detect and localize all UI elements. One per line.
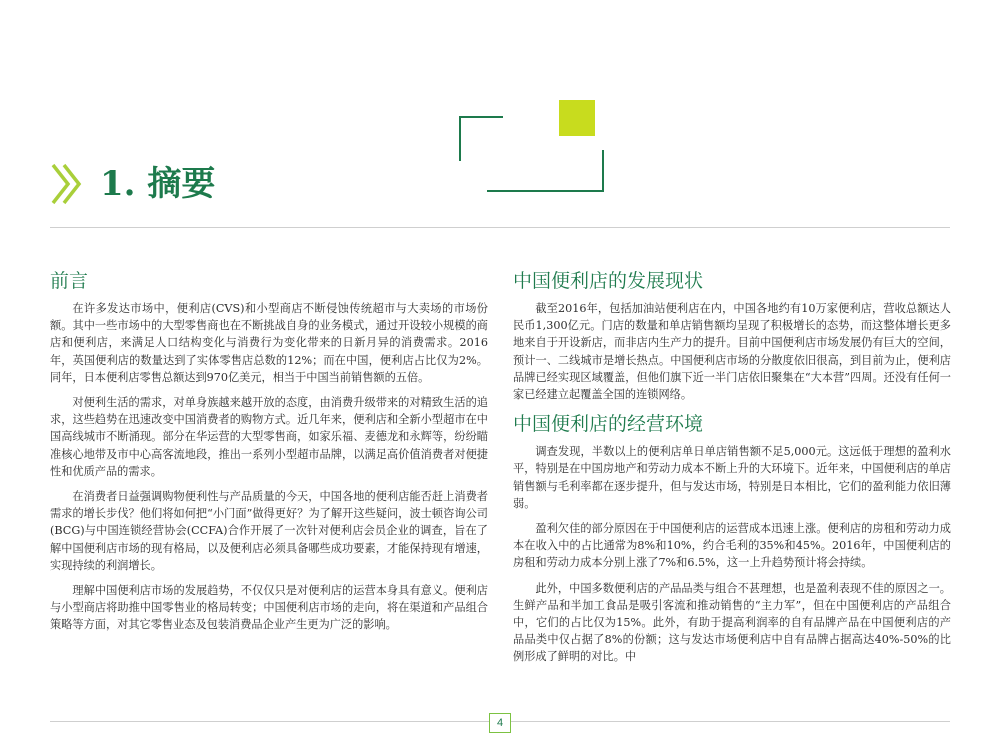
page-number: 4 xyxy=(489,713,511,733)
right-column xyxy=(513,268,951,674)
top-divider xyxy=(50,227,950,228)
heading-development-status: 中国便利店的发展现状 xyxy=(513,270,704,292)
paragraph: 盈利欠佳的部分原因在于中国便利店的运营成本迅速上涨。便利店的房租和劳动力成本在收入中的占比通常为8%和10%，约合毛利的35%和45%。2016年，中国便利店的房租和劳动力成本分别上涨了7%和6.5%，这一上升趋势预计将会持续。 xyxy=(513,522,951,570)
decorative-frame-graphic xyxy=(455,95,615,195)
paragraph: 在许多发达市场中，便利店(CVS)和小型商店不断侵蚀传统超市与大卖场的市场份额。其中一些市场中的大型零售商也在不断挑战自身的业务模式，通过开设较小规模的商店和便利店，来满足人口结构变化与消费行为变化带来的日新月异的消费需求。2016年，英国便利店的数量达到了实体零售店总数的12%；而在中国，便利店占比仅为2%。同年，日本便利店零售总额达到970亿美元，相当于中国当前销售额的五倍。 xyxy=(50,302,488,384)
heading-operating-environment: 中国便利店的经营环境 xyxy=(513,413,704,436)
section-title: 摘要 xyxy=(147,164,216,204)
left-column xyxy=(50,268,488,642)
paragraph: 理解中国便利店市场的发展趋势，不仅仅只是对便利店的运营本身具有意义。便利店与小型商店将助推中国零售业的格局转变；中国便利店市场的走向，将在渠道和产品组合策略等方面，对其它零售业态及包装消费品企业产生更为广泛的影响。 xyxy=(50,584,488,632)
paragraph: 调查发现，半数以上的便利店单日单店销售额不足5,000元。这远低于理想的盈利水平，特别是在中国房地产和劳动力成本不断上升的大环境下。近年来，中国便利店的单店销售额与毛利率都在逐步提升，但与发达市场，特别是日本相比，它们的盈利能力依旧薄弱。 xyxy=(513,445,951,510)
paragraph: 此外，中国多数便利店的产品品类与组合不甚理想，也是盈利表现不佳的原因之一。生鲜产品和半加工食品是吸引客流和推动销售的“主力军”，但在中国便利店的产品组合中，它们的占比仅为15%。此外，有助于提高利润率的自有品牌产品在中国便利店的产品品类中仅占据了8%的份额；这与发达市场便利店中自有品牌占据高达40%-50%的比例形成了鲜明的对比。中 xyxy=(513,581,951,664)
heading-foreword: 前言 xyxy=(50,270,89,292)
double-chevron-icon xyxy=(50,162,84,206)
page-title xyxy=(100,160,215,208)
paragraph: 对便利生活的需求，对单身族越来越开放的态度，由消费升级带来的对精致生活的追求，这些趋势在迅速改变中国消费者的购物方式。近几年来，便利店和全新小型超市在中国高线城市不断涌现。部分在华运营的大型零售商，如家乐福、麦德龙和永辉等，纷纷瞄准核心地带及市中心高客流地段，推出一系列小型超市品牌，以满足高价值消费者对便捷性和优质产品的需求。 xyxy=(50,396,488,478)
section-number: 1. xyxy=(100,164,136,204)
paragraph: 截至2016年，包括加油站便利店在内，中国各地约有10万家便利店，营收总额达人民币1,300亿元。门店的数量和单店销售额均呈现了积极增长的态势，而这整体增长更多地来自于开设新店，而非店内生产力的提升。目前中国便利店市场发展仍有巨大的空间，预计一、二线城市是增长热点。中国便利店市场的分散度依旧很高，到目前为止，便利店品牌已经实现区域覆盖，但他们旗下近一半门店依旧聚集在“大本营”四周。还没有任何一家已经建立起覆盖全国的连锁网络。 xyxy=(513,302,951,402)
paragraph: 在消费者日益强调购物便利性与产品质量的今天，中国各地的便利店能否赶上消费者需求的增长步伐？他们将如何把“小门面”做得更好？为了解开这些疑问，波士顿咨询公司(BCG)与中国连锁经营协会(CCFA)合作开展了一次针对便利店会员企业的调查，旨在了解中国便利店市场的现有格局，以及便利店必须具备哪些成功要素，才能保持现有增速，实现持续的利润增长。 xyxy=(50,490,488,572)
